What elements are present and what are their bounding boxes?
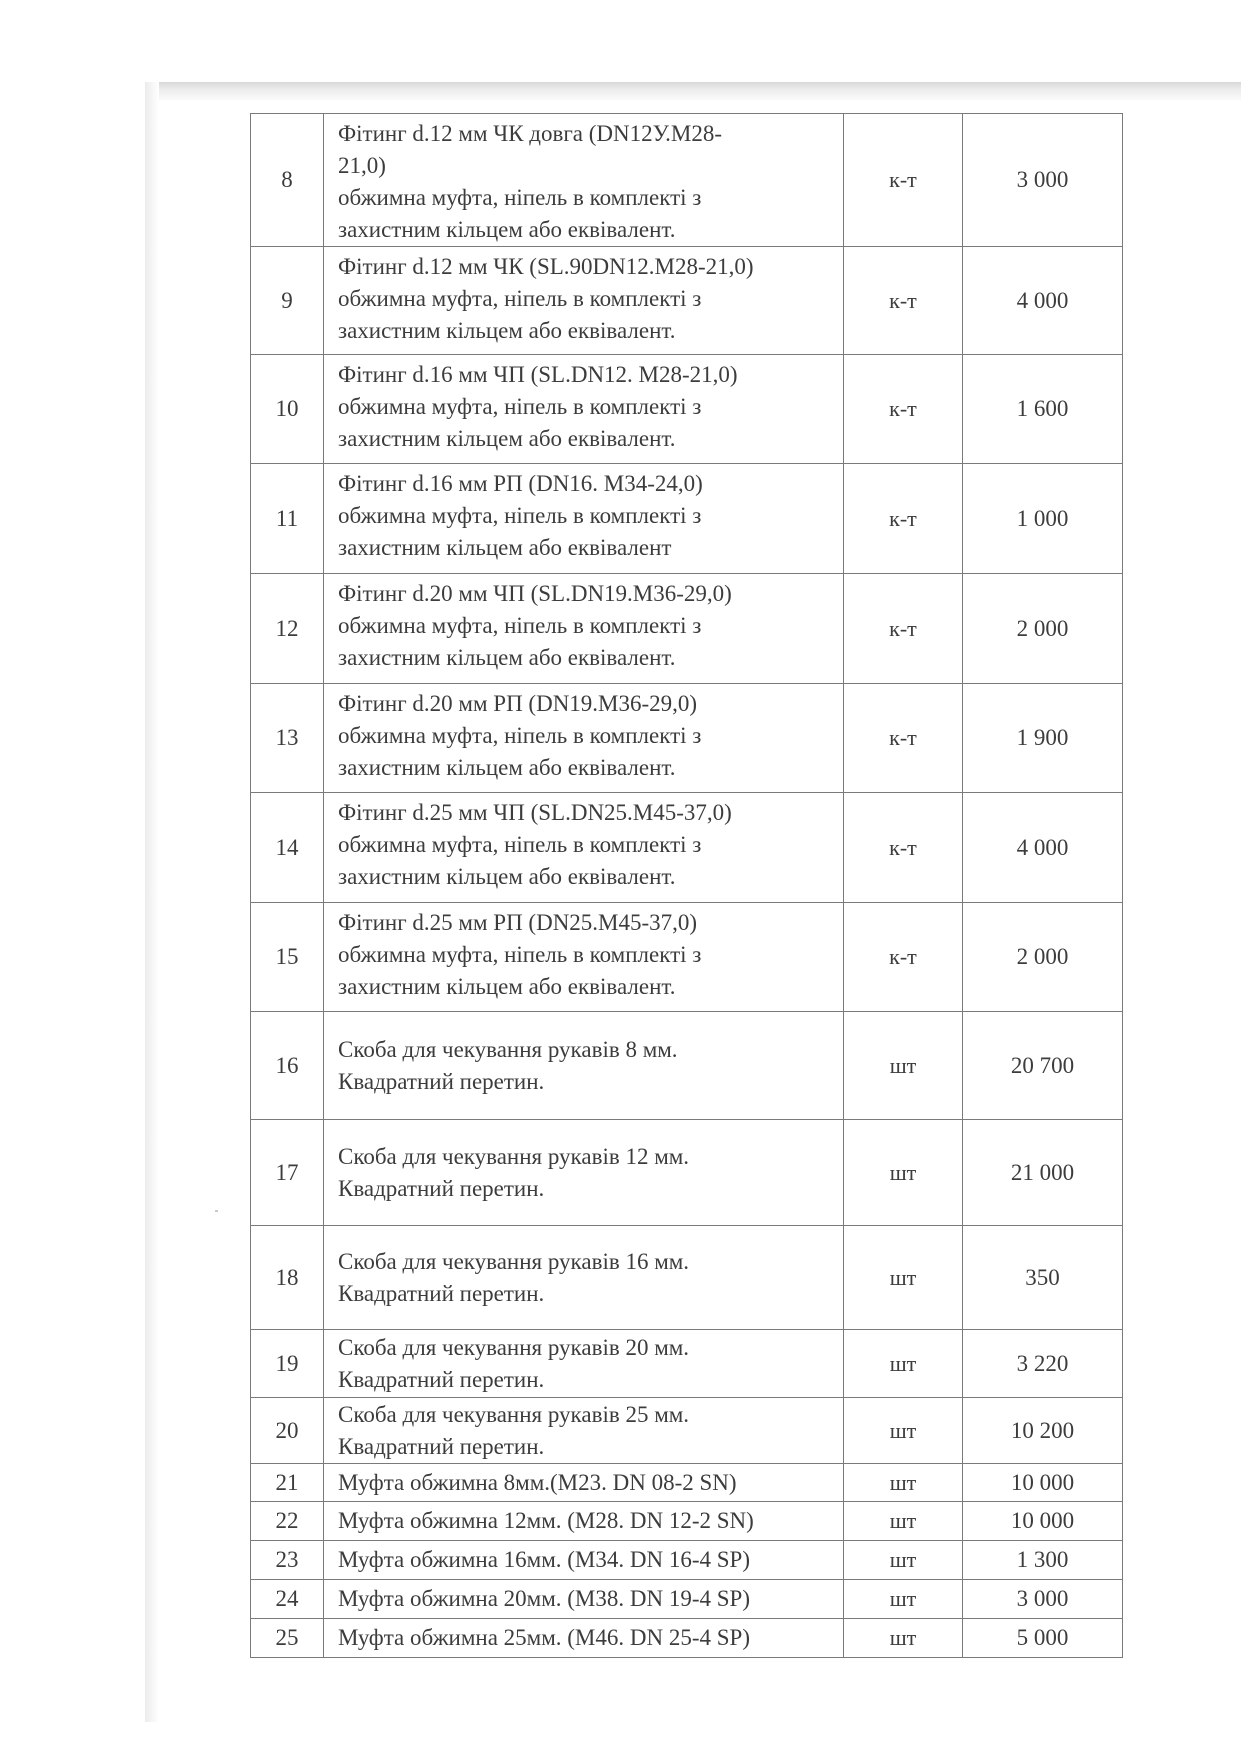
item-name: Фітинг d.25 мм ЧП (SL.DN25.M45-37,0) xyxy=(338,800,732,825)
table-row xyxy=(251,903,1123,1012)
item-name: Муфта обжимна 20мм. (М38. DN 19-4 SP) xyxy=(324,1580,844,1619)
unit-cell: шт xyxy=(844,1502,963,1541)
unit-cell: шт xyxy=(844,1398,963,1464)
item-description xyxy=(324,793,844,903)
item-line: 21,0) xyxy=(338,153,386,178)
table-row xyxy=(251,1580,1123,1619)
row-number: 23 xyxy=(251,1541,324,1580)
table-row xyxy=(251,1120,1123,1226)
item-name: Муфта обжимна 25мм. (М46. DN 25-4 SP) xyxy=(324,1619,844,1658)
specification-table xyxy=(250,113,1123,1658)
item-line: обжимна муфта, ніпель в комплекті з xyxy=(338,503,702,528)
unit-cell: шт xyxy=(844,1226,963,1330)
item-description xyxy=(324,355,844,464)
unit-cell: шт xyxy=(844,1464,963,1502)
item-line: обжимна муфта, ніпель в комплекті з xyxy=(338,286,702,311)
unit-cell: к-т xyxy=(844,903,963,1012)
scan-left-shadow xyxy=(145,82,159,1722)
item-line: Квадратний перетин. xyxy=(338,1175,545,1201)
quantity-cell: 5 000 xyxy=(963,1619,1123,1658)
item-description xyxy=(324,684,844,793)
item-line: захистним кільцем або еквівалент. xyxy=(338,974,676,999)
item-line: захистним кільцем або еквівалент. xyxy=(338,755,676,780)
item-name: Фітинг d.20 мм РП (DN19.M36-29,0) xyxy=(338,691,698,716)
item-name: Скоба для чекування рукавів 20 мм. xyxy=(338,1334,690,1360)
item-description xyxy=(324,114,844,247)
quantity-cell: 20 700 xyxy=(963,1012,1123,1120)
table-row xyxy=(251,247,1123,355)
item-description xyxy=(324,903,844,1012)
item-name: Фітинг d.16 мм РП (DN16. M34-24,0) xyxy=(338,471,703,496)
quantity-cell: 1 600 xyxy=(963,355,1123,464)
item-description xyxy=(324,1398,844,1464)
table-row xyxy=(251,1541,1123,1580)
table-row xyxy=(251,793,1123,903)
item-description xyxy=(324,1330,844,1398)
unit-cell: шт xyxy=(844,1120,963,1226)
row-number: 10 xyxy=(251,355,324,464)
unit-cell: к-т xyxy=(844,114,963,247)
quantity-cell: 10 000 xyxy=(963,1502,1123,1541)
quantity-cell: 1 900 xyxy=(963,684,1123,793)
item-line: захистним кільцем або еквівалент. xyxy=(338,318,676,343)
table-row xyxy=(251,1619,1123,1658)
item-line: Квадратний перетин. xyxy=(338,1280,545,1306)
row-number: 22 xyxy=(251,1502,324,1541)
table-row xyxy=(251,1502,1123,1541)
unit-cell: к-т xyxy=(844,247,963,355)
unit-cell: шт xyxy=(844,1541,963,1580)
item-name: Фітинг d.12 мм ЧК довга (DN12У.М28- xyxy=(338,121,723,146)
item-name: Муфта обжимна 12мм. (М28. DN 12-2 SN) xyxy=(324,1502,844,1541)
item-line: захистним кільцем або еквівалент. xyxy=(338,426,676,451)
item-line: Квадратний перетин. xyxy=(338,1366,545,1392)
table-row xyxy=(251,1330,1123,1398)
item-description xyxy=(324,574,844,684)
item-line: обжимна муфта, ніпель в комплекті з xyxy=(338,723,702,748)
item-line: захистним кільцем або еквівалент. xyxy=(338,217,676,242)
unit-cell: к-т xyxy=(844,464,963,574)
item-line: захистним кільцем або еквівалент xyxy=(338,535,672,560)
row-number: 25 xyxy=(251,1619,324,1658)
quantity-cell: 1 000 xyxy=(963,464,1123,574)
item-description xyxy=(324,1012,844,1120)
item-name: Муфта обжимна 16мм. (М34. DN 16-4 SP) xyxy=(324,1541,844,1580)
item-line: обжимна муфта, ніпель в комплекті з xyxy=(338,394,702,419)
item-line: Квадратний перетин. xyxy=(338,1068,545,1094)
row-number: 24 xyxy=(251,1580,324,1619)
item-name: Муфта обжимна 8мм.(М23. DN 08-2 SN) xyxy=(324,1464,844,1502)
row-number: 13 xyxy=(251,684,324,793)
quantity-cell: 10 200 xyxy=(963,1398,1123,1464)
quantity-cell: 350 xyxy=(963,1226,1123,1330)
quantity-cell: 4 000 xyxy=(963,247,1123,355)
item-name: Фітинг d.20 мм ЧП (SL.DN19.M36-29,0) xyxy=(338,581,732,606)
item-name: Скоба для чекування рукавів 8 мм. xyxy=(338,1036,678,1062)
unit-cell: к-т xyxy=(844,574,963,684)
item-line: обжимна муфта, ніпель в комплекті з xyxy=(338,185,702,210)
quantity-cell: 1 300 xyxy=(963,1541,1123,1580)
table-row xyxy=(251,1012,1123,1120)
item-description xyxy=(324,1120,844,1226)
quantity-cell: 3 220 xyxy=(963,1330,1123,1398)
item-description xyxy=(324,464,844,574)
quantity-cell: 4 000 xyxy=(963,793,1123,903)
table-row xyxy=(251,114,1123,247)
row-number: 18 xyxy=(251,1226,324,1330)
unit-cell: шт xyxy=(844,1012,963,1120)
table-row xyxy=(251,1226,1123,1330)
row-number: 15 xyxy=(251,903,324,1012)
row-number: 14 xyxy=(251,793,324,903)
scan-top-edge xyxy=(145,82,1241,100)
quantity-cell: 2 000 xyxy=(963,574,1123,684)
paper-speck xyxy=(215,1210,218,1212)
item-name: Скоба для чекування рукавів 12 мм. xyxy=(338,1143,690,1169)
unit-cell: шт xyxy=(844,1619,963,1658)
item-line: обжимна муфта, ніпель в комплекті з xyxy=(338,942,702,967)
item-line: Квадратний перетин. xyxy=(338,1433,545,1459)
item-name: Фітинг d.12 мм ЧК (SL.90DN12.M28-21,0) xyxy=(338,254,754,279)
row-number: 11 xyxy=(251,464,324,574)
item-name: Фітинг d.25 мм РП (DN25.M45-37,0) xyxy=(338,910,698,935)
quantity-cell: 10 000 xyxy=(963,1464,1123,1502)
item-line: захистним кільцем або еквівалент. xyxy=(338,864,676,889)
row-number: 8 xyxy=(251,114,324,247)
row-number: 9 xyxy=(251,247,324,355)
table-row xyxy=(251,1398,1123,1464)
item-line: обжимна муфта, ніпель в комплекті з xyxy=(338,613,702,638)
quantity-cell: 2 000 xyxy=(963,903,1123,1012)
unit-cell: шт xyxy=(844,1330,963,1398)
table-row xyxy=(251,684,1123,793)
item-line: захистним кільцем або еквівалент. xyxy=(338,645,676,670)
item-name: Скоба для чекування рукавів 16 мм. xyxy=(338,1248,690,1274)
item-description xyxy=(324,1226,844,1330)
row-number: 20 xyxy=(251,1398,324,1464)
table-row xyxy=(251,464,1123,574)
table-row xyxy=(251,574,1123,684)
row-number: 21 xyxy=(251,1464,324,1502)
item-name: Фітинг d.16 мм ЧП (SL.DN12. M28-21,0) xyxy=(338,362,738,387)
row-number: 19 xyxy=(251,1330,324,1398)
row-number: 12 xyxy=(251,574,324,684)
table-row xyxy=(251,1464,1123,1502)
unit-cell: к-т xyxy=(844,793,963,903)
table-row xyxy=(251,355,1123,464)
quantity-cell: 3 000 xyxy=(963,1580,1123,1619)
item-line: обжимна муфта, ніпель в комплекті з xyxy=(338,832,702,857)
quantity-cell: 21 000 xyxy=(963,1120,1123,1226)
unit-cell: шт xyxy=(844,1580,963,1619)
item-description xyxy=(324,247,844,355)
unit-cell: к-т xyxy=(844,684,963,793)
unit-cell: к-т xyxy=(844,355,963,464)
row-number: 16 xyxy=(251,1012,324,1120)
row-number: 17 xyxy=(251,1120,324,1226)
item-name: Скоба для чекування рукавів 25 мм. xyxy=(338,1401,690,1427)
quantity-cell: 3 000 xyxy=(963,114,1123,247)
